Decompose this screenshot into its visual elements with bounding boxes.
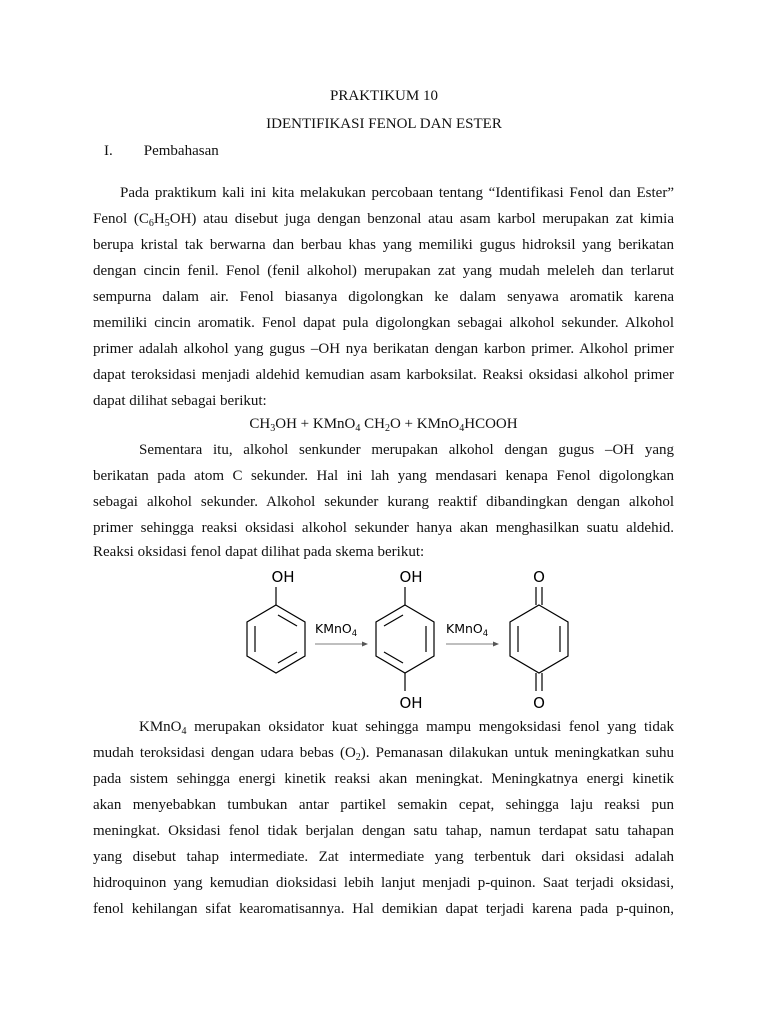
reaction-scheme	[0, 560, 768, 720]
para1-line: primer adalah alkohol yang gugus –OH nya berikatan dengan karbon primer. Alkohol primer	[93, 341, 674, 357]
para2-line: Reaksi oksidasi fenol dapat dilihat pada skema berikut:	[93, 544, 425, 560]
para1-line: Fenol $(C_6H_5OH)$ atau disebut juga dengan benzonal atau asam karbol merupakan zat kimia	[93, 211, 674, 229]
hydroquinone-top-oh-label: OH	[399, 568, 423, 586]
hydroquinone-bottom-oh-label: OH	[399, 694, 423, 712]
reaction-arrow-2	[446, 621, 499, 647]
page-subtitle: IDENTIFIKASI FENOL DAN ESTER	[266, 116, 502, 132]
section-heading	[104, 143, 219, 160]
para1-line: berupa kristal tak berwarna dan berbau khas yang memiliki gugus hidroksil yang berikatan	[93, 237, 674, 253]
reaction-arrow-1	[315, 621, 368, 647]
hydroquinone-structure	[376, 568, 434, 712]
section-number: I.	[104, 143, 113, 159]
para3-line: pada sistem sehingga energi kinetik reaksi akan meningkat. Meningkatnya energi kinetik	[93, 771, 674, 787]
reaction-equation: $CH_3OH$ + KMnO$_4$ $CH_2O$ + KMnO$_4$HCOOH	[249, 416, 518, 434]
para1-line: memiliki cincin aromatik. Fenol dapat pula digolongkan sebagai alkohol sekunder. Alkohol	[93, 315, 674, 331]
para2-line: berikatan pada atom C sekunder. Hal ini lah yang mendasari kenapa Fenol digolongkan	[93, 468, 674, 484]
para3-line: hidroquinon yang kemudian dioksidasi lebih lanjut menjadi p-quinon. Saat terjadi oksidasi,	[93, 875, 674, 891]
para3-line: yang disebut tahap intermediate. Zat intermediate yang terbentuk dari oksidasi adalah	[93, 849, 674, 865]
p-quinone-structure	[510, 568, 568, 712]
para1-line: dapat teroksidasi menjadi aldehid kemudian asam karboksilat. Reaksi oksidasi alkohol primer	[93, 367, 674, 383]
page-title: PRAKTIKUM 10	[330, 88, 438, 104]
arrow1-reagent: KMnO$_4$	[315, 621, 358, 639]
para2-line: Sementara itu, alkohol senkunder merupakan alkohol dengan gugus –OH yang	[139, 442, 674, 458]
para3-line: meningkat. Oksidasi fenol tidak berjalan dengan satu tahap, namun terdapat satu tahapan	[93, 823, 674, 839]
section-title: Pembahasan	[143, 143, 219, 159]
para1-line: dengan cincin fenil. Fenol (fenil alkohol) merupakan zat yang mudah meleleh dan terlarut	[93, 263, 674, 279]
para1-line: sempurna dalam air. Fenol biasanya digolongkan ke dalam senyawa aromatik karena	[93, 289, 674, 305]
para3-line: fenol kehilangan sifat kearomatisannya. Hal demikian dapat terjadi karena pada p-quinon,	[93, 901, 674, 917]
quinone-bottom-o-label: O	[533, 694, 545, 712]
phenol-oh-label: OH	[271, 568, 295, 586]
para1-line: Pada praktikum kali ini kita melakukan percobaan tentang “Identifikasi Fenol dan Ester”	[120, 185, 674, 201]
para3-line: mudah teroksidasi dengan udara bebas $(O_2)$. Pemanasan dilakukan untuk meningkatkan suhu	[93, 745, 674, 763]
para1-line: dapat dilihat sebagai berikut:	[93, 393, 267, 409]
phenol-structure	[247, 568, 305, 673]
quinone-top-o-label: O	[533, 568, 545, 586]
arrow2-reagent: KMnO$_4$	[446, 621, 489, 639]
para3-line: akan menyebabkan tumbukan antar partikel semakin cepat, sehingga laju reaksi pun	[93, 797, 674, 813]
para3-line: KMnO$_4$ merupakan oksidator kuat sehingga mampu mengoksidasi fenol yang tidak	[139, 719, 674, 737]
para2-line: primer sehingga reaksi oksidasi alkohol sekunder hanya akan menghasilkan suatu aldehid.	[93, 520, 674, 536]
para2-line: sebagai alkohol sekunder. Alkohol sekunder kurang reaktif dibandingkan dengan alkohol	[93, 494, 674, 510]
